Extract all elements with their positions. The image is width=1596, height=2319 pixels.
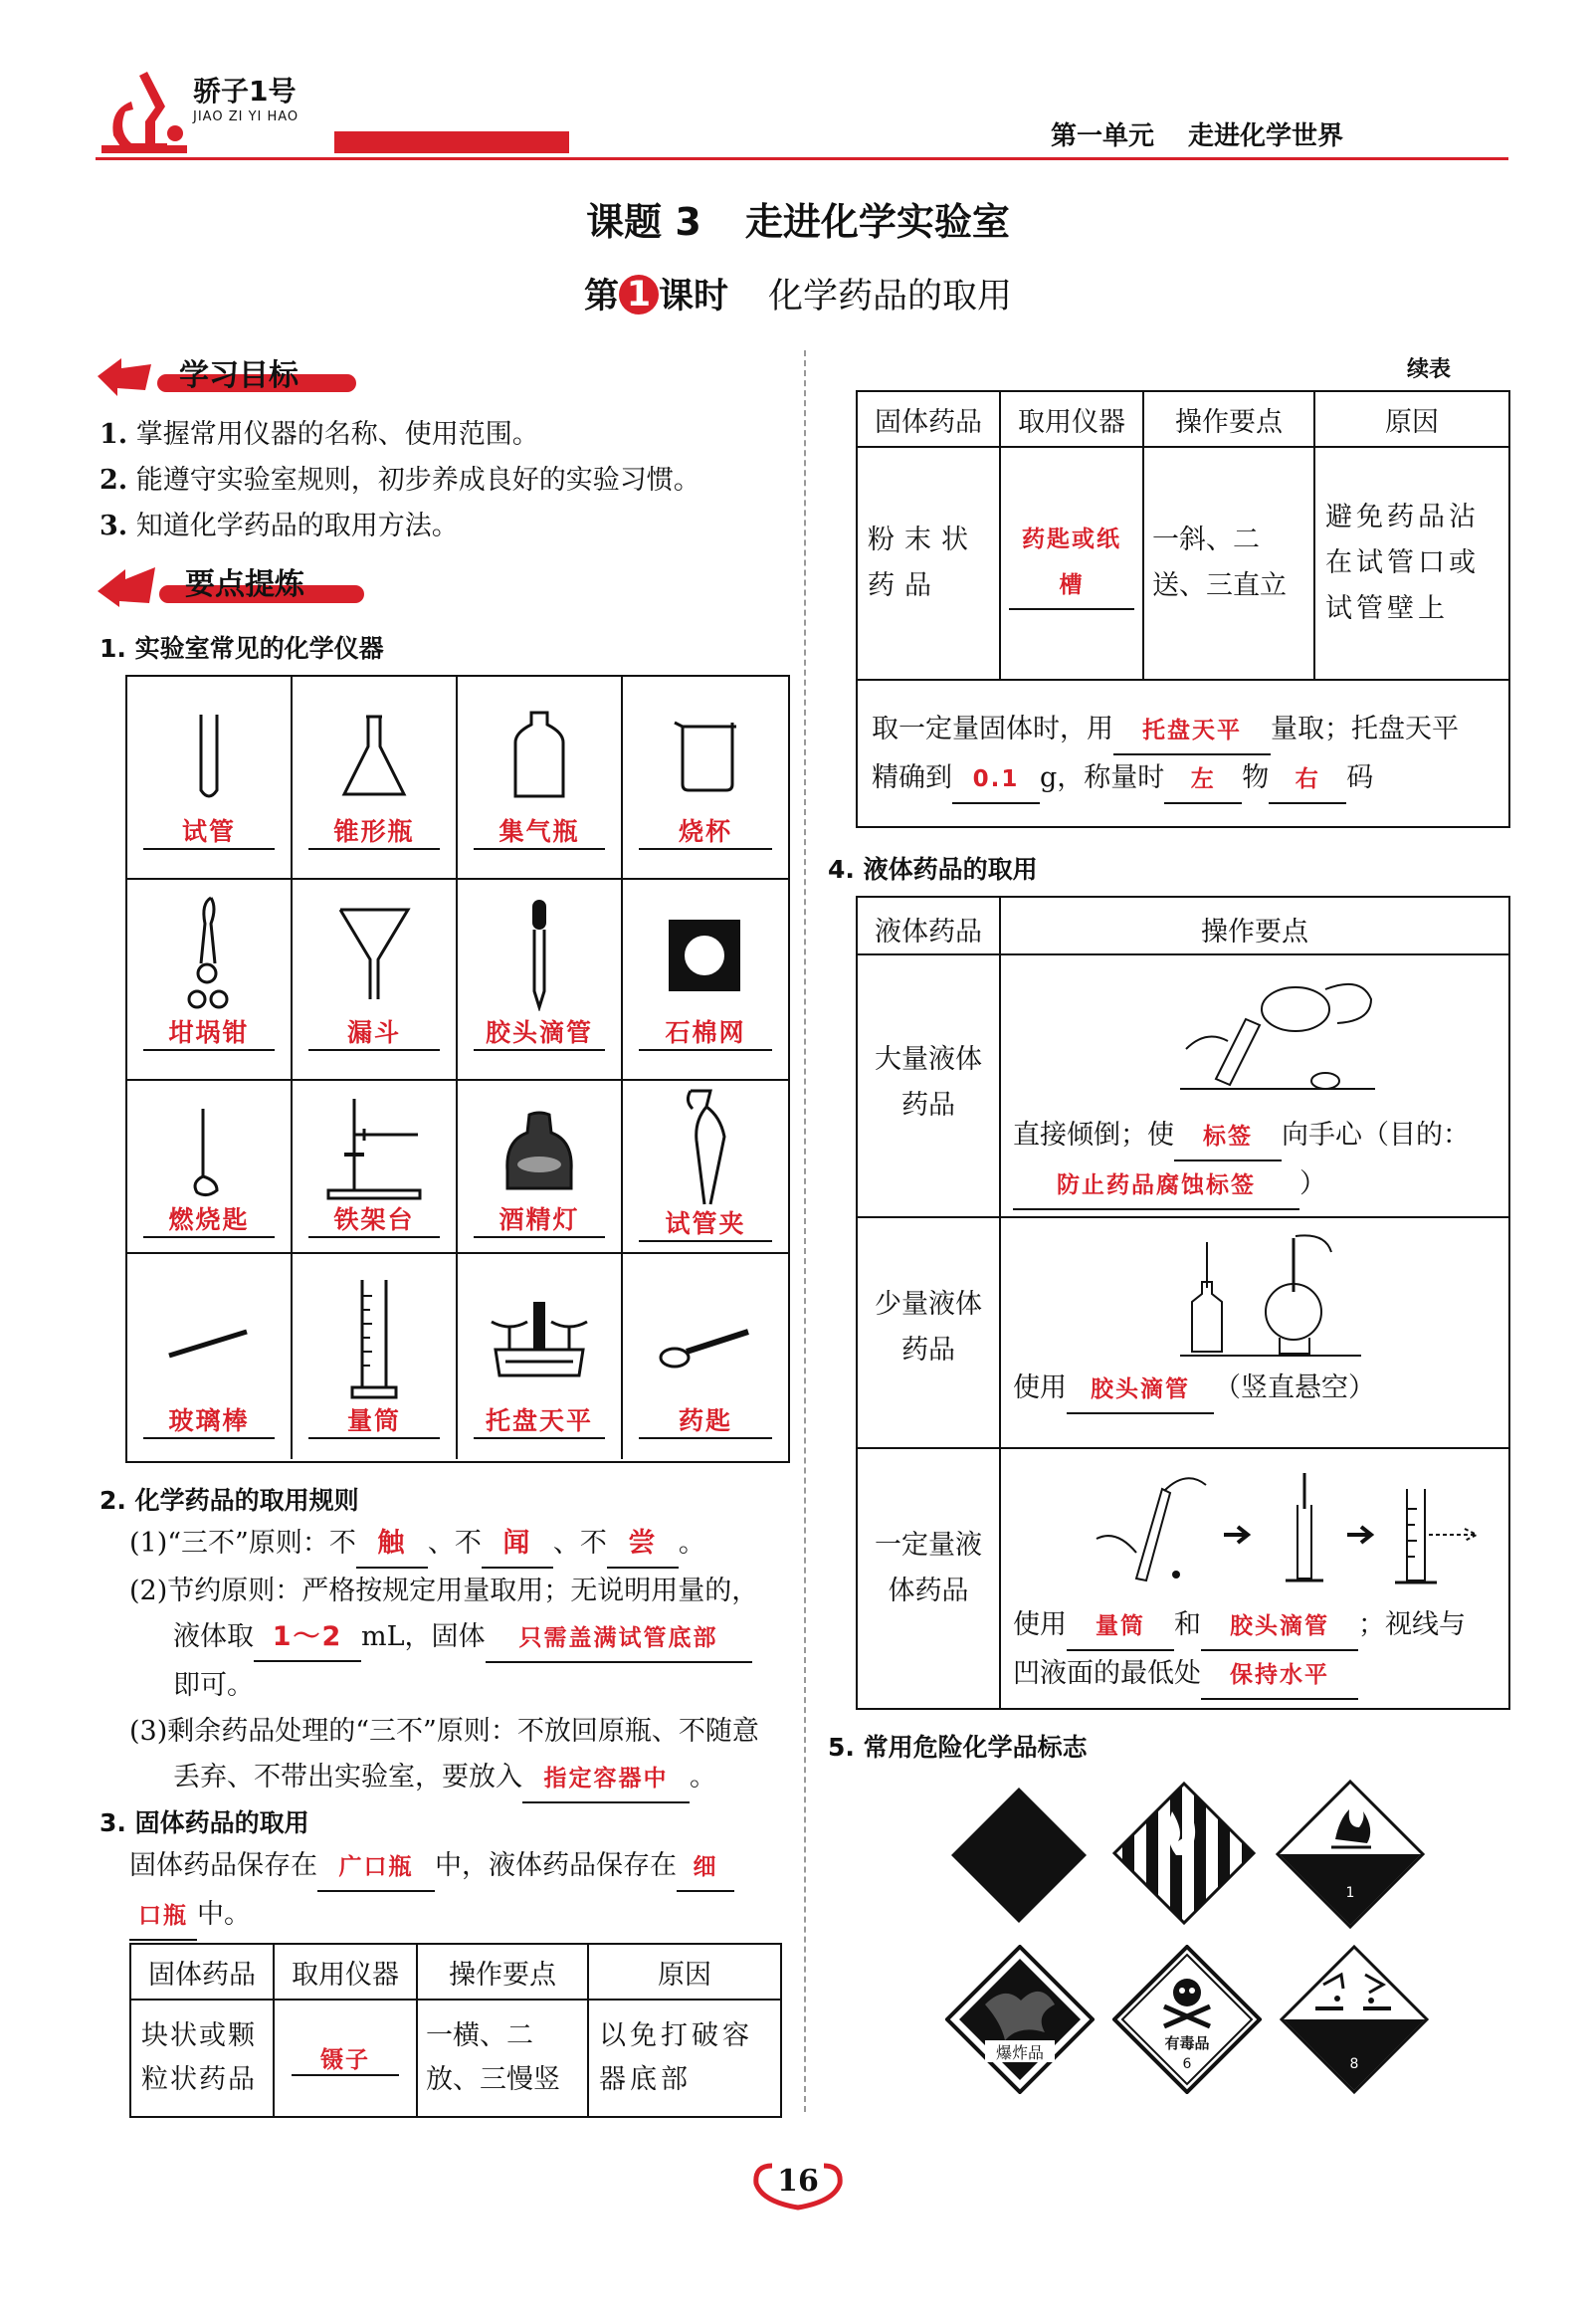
rule-economy-amount: 液体取 1～2 mL，固体 只需盖满试管底部 [129, 1614, 786, 1663]
header-cell: 原因 [1314, 391, 1509, 447]
header-cell: 取用仪器 [274, 1944, 417, 2000]
instrument-grid [125, 675, 790, 1463]
alcohol-lamp-icon [501, 1111, 577, 1194]
instrument-name: 试管夹 [639, 1204, 772, 1242]
funnel-icon [336, 904, 412, 1003]
goals-heading: 学习目标 [96, 350, 364, 402]
section4-title: 4. 液体药品的取用 [828, 855, 1038, 884]
instrument-name: 烧杯 [639, 812, 772, 850]
spatula-icon [657, 1324, 752, 1373]
section2-title: 2. 化学药品的取用规则 [100, 1486, 359, 1515]
instrument-cell [127, 1081, 293, 1254]
header-cell: 操作要点 [417, 1944, 588, 2000]
drug-cell: 粉末状药品 [857, 447, 1000, 680]
page-header [96, 60, 1508, 159]
combustion-spoon-icon [183, 1107, 223, 1200]
hazard-signs [935, 1776, 1453, 2104]
unit-label: 第一单元 走进化学世界 [1051, 121, 1344, 151]
explosive-sign-icon [945, 1945, 1095, 2094]
lesson-number-badge: 1 [619, 275, 659, 315]
solid-table [129, 1943, 782, 2118]
crucible-tongs-icon [183, 894, 235, 1013]
corrosive-solid-sign-icon [949, 1786, 1089, 1925]
conical-flask-icon [338, 713, 410, 802]
page-number: 16 [752, 2158, 844, 2212]
instrument-cell [127, 1254, 293, 1459]
liquid-table [856, 896, 1510, 1710]
pouring-instruction: 直接倾倒；使 标签 向手心（目的： 防止药品腐蚀标签 ） [1013, 1113, 1504, 1210]
instrument-name: 药匙 [639, 1401, 772, 1439]
section1-title: 1. 实验室常见的化学仪器 [100, 634, 384, 663]
rule-leftover-end: 丢弃、不带出实验室，要放入 指定容器中 。 [129, 1755, 786, 1803]
header-cell: 液体药品 [875, 917, 982, 948]
instrument-name: 试管 [143, 812, 275, 850]
corrosive-sign-icon [1280, 1945, 1429, 2094]
header-cell: 操作要点 [1201, 917, 1308, 948]
lesson-title: 第 1 课时 化学药品的取用 [583, 275, 1013, 316]
solid-table-continued [856, 390, 1510, 828]
flammable-solid-sign-icon [1112, 1782, 1256, 1925]
toxic-sign-icon [1112, 1945, 1262, 2094]
instrument-cell [127, 880, 293, 1081]
instrument-name: 玻璃棒 [143, 1401, 275, 1439]
explosive-label: 爆炸品 [995, 2043, 1045, 2062]
instrument-name: 锥形瓶 [308, 812, 440, 850]
beaker-icon [671, 719, 740, 794]
instrument-cell [293, 1254, 458, 1459]
test-tube-clamp-icon [681, 1087, 734, 1210]
instrument-name: 石棉网 [639, 1013, 772, 1051]
header-cell: 固体药品 [130, 1944, 274, 2000]
instrument-cell [293, 677, 458, 880]
flammable-sign-icon [1276, 1780, 1425, 1929]
reason-cell: 以免打破容器底部 [588, 2000, 781, 2117]
op-cell: 一横、二放、三慢竖 [417, 2000, 588, 2117]
points-heading: 要点提炼 [96, 559, 374, 613]
header-cell: 取用仪器 [1000, 391, 1143, 447]
reason-cell: 避免药品沾在试管口或试管壁上 [1314, 447, 1509, 680]
brand-pinyin: JIAO ZI YI HAO [193, 109, 299, 124]
iron-stand-icon [324, 1095, 424, 1204]
brand-title: 骄子1号 [193, 75, 297, 107]
continued-label: 续表 [1407, 357, 1452, 382]
balance-icon [486, 1292, 593, 1391]
topic-title: 课题 3 走进化学实验室 [586, 200, 1010, 244]
liquid-type: 大量液体药品 [875, 1044, 982, 1121]
header-rule [96, 157, 1508, 160]
header-cell: 操作要点 [1143, 391, 1314, 447]
instrument-cell [623, 1081, 788, 1254]
instrument-cell [293, 1081, 458, 1254]
section2-body [129, 1521, 786, 1803]
arrow-tag-icon [96, 354, 155, 398]
instrument-cell [458, 1254, 623, 1459]
goal-item: 1. 掌握常用仪器的名称、使用范围。 [100, 419, 539, 450]
goal-item: 3. 知道化学药品的取用方法。 [100, 511, 459, 541]
test-tube-icon [191, 713, 227, 802]
gas-jar-icon [509, 709, 569, 802]
instrument-name: 酒精灯 [474, 1200, 605, 1238]
instrument-name: 集气瓶 [474, 812, 605, 850]
asbestos-gauze-icon [667, 918, 742, 993]
tool-cell: 镊子 [274, 2000, 417, 2117]
measuring-liquid-icon [1077, 1469, 1495, 1588]
dropper-instruction: 使用 胶头滴管 （竖直悬空） [1013, 1366, 1504, 1414]
instrument-cell [458, 880, 623, 1081]
instrument-cell [623, 880, 788, 1081]
liquid-type: 少量液体药品 [875, 1289, 982, 1366]
goals-list [100, 412, 776, 549]
column-divider [804, 350, 806, 2112]
tool-cell: 药匙或纸槽 [1000, 447, 1143, 680]
header-cell: 原因 [588, 1944, 781, 2000]
rule-three-no: (1)“三不”原则：不 触 、不 闻 、不 尝 。 [129, 1521, 786, 1569]
instrument-name: 燃烧匙 [143, 1200, 275, 1238]
header-red-band [334, 131, 569, 153]
corrosive-class-number: 8 [1349, 2056, 1359, 2072]
header-cell: 固体药品 [857, 391, 1000, 447]
liquid-type: 一定量液体药品 [875, 1530, 982, 1606]
instrument-name: 胶头滴管 [474, 1013, 605, 1051]
pouring-liquid-icon [1176, 969, 1395, 1093]
goal-item: 2. 能遵守实验室规则，初步养成良好的实验习惯。 [100, 465, 700, 496]
measuring-instruction: 使用 量筒 和 胶头滴管 ；视线与 凹液面的最低处 保持水平 [1013, 1602, 1504, 1700]
instrument-cell [623, 677, 788, 880]
section3-body: 固体药品保存在 广口瓶 中，液体药品保存在 细 口瓶 中。 [129, 1843, 786, 1941]
graduated-cylinder-icon [348, 1276, 400, 1405]
dropper-usage-icon [1176, 1232, 1365, 1360]
microscope-logo-icon [96, 62, 195, 159]
toxic-label: 有毒品 [1164, 2034, 1210, 2052]
arrow-tag-icon [96, 563, 159, 609]
instrument-name: 漏斗 [308, 1013, 440, 1051]
instrument-name: 坩埚钳 [143, 1013, 275, 1051]
instrument-cell [458, 677, 623, 880]
instrument-cell [458, 1081, 623, 1254]
flammable-class-number: 1 [1345, 1885, 1355, 1901]
glass-rod-icon [165, 1324, 251, 1364]
instrument-cell [293, 880, 458, 1081]
instrument-cell [623, 1254, 788, 1459]
drug-cell: 块状或颗粒状药品 [130, 2000, 274, 2117]
section5-title: 5. 常用危险化学品标志 [828, 1733, 1088, 1762]
balance-note: 取一定量固体时，用 托盘天平 量取；托盘天平 精确到 0.1 g，称量时 左 物 右 码 [872, 707, 1498, 804]
rule-leftover: (3)剩余药品处理的“三不”原则：不放回原瓶、不随意 [129, 1716, 759, 1747]
instrument-name: 量筒 [308, 1401, 440, 1439]
instrument-cell [127, 677, 293, 880]
section3-title: 3. 固体药品的取用 [100, 1808, 309, 1837]
instrument-name: 托盘天平 [474, 1401, 605, 1439]
toxic-class-number: 6 [1182, 2056, 1192, 2072]
dropper-icon [523, 896, 555, 1011]
instrument-name: 铁架台 [308, 1200, 440, 1238]
rule-economy-end: 即可。 [173, 1670, 254, 1701]
rule-economy: (2)节约原则：严格按规定用量取用；无说明用量的， [129, 1576, 759, 1606]
op-cell: 一斜、二送、三直立 [1143, 447, 1314, 680]
